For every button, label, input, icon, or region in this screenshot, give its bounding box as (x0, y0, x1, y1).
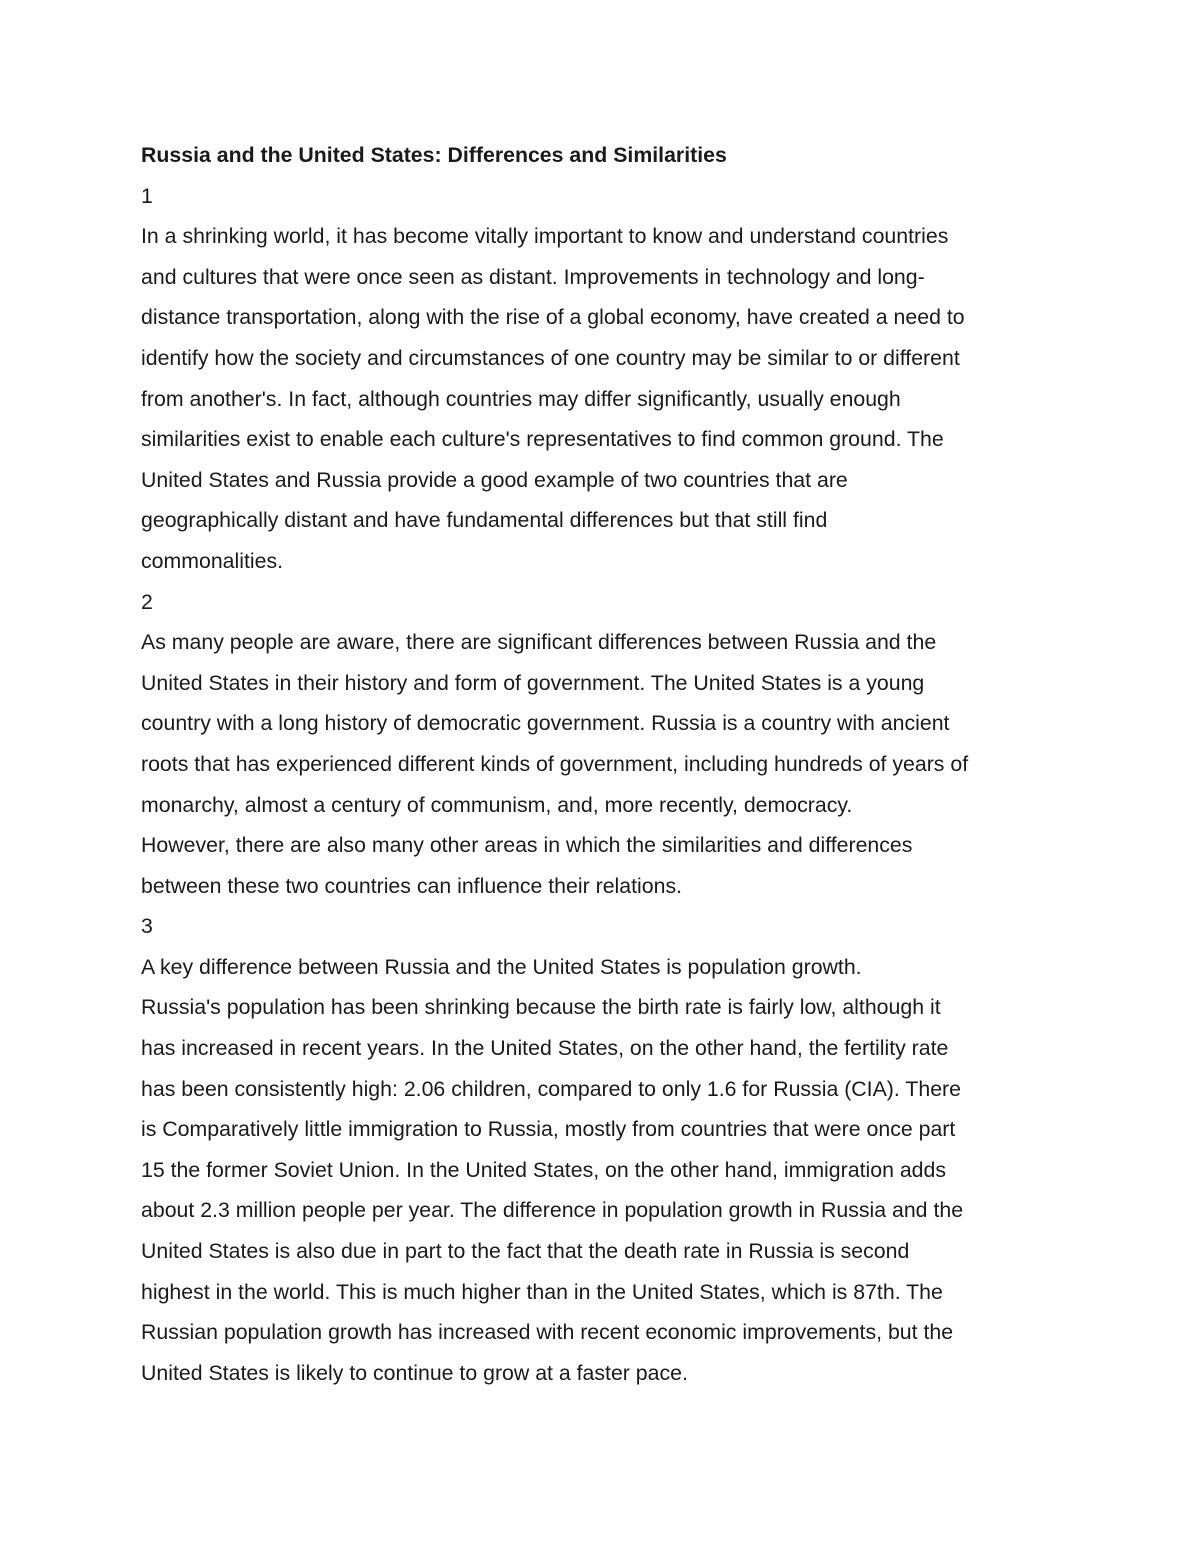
text-line: United States is also due in part to the fact that the death rate in Russia is second (141, 1239, 910, 1264)
text-line: 15 the former Soviet Union. In the United States, on the other hand, immigration adds (141, 1157, 947, 1182)
text-line: has increased in recent years. In the United States, on the other hand, the fertility rate (141, 1036, 949, 1061)
text-line: United States and Russia provide a good example of two countries that are (141, 467, 848, 492)
text-line: commonalities. (141, 548, 284, 573)
text-line: monarchy, almost a century of communism, and, more recently, democracy. (141, 792, 853, 817)
text-line: In a shrinking world, it has become vitally important to know and understand countries (141, 224, 949, 249)
text-line: about 2.3 million people per year. The difference in population growth in Russia and the (141, 1198, 964, 1223)
text-line: Russia's population has been shrinking because the birth rate is fairly low, although it (141, 995, 941, 1020)
section-2 (141, 582, 1071, 907)
text-line: geographically distant and have fundamental differences but that still find (141, 508, 828, 533)
text-line: However, there are also many other areas in which the similarities and differences (141, 833, 913, 858)
document-body (141, 135, 1071, 1393)
section-3 (141, 906, 1071, 1393)
text-line: United States in their history and form of government. The United States is a young (141, 670, 925, 695)
text-line: As many people are aware, there are significant differences between Russia and the (141, 630, 937, 655)
text-line: A key difference between Russia and the United States is population growth. (141, 954, 862, 979)
document-title: Russia and the United States: Differences and Similarities (141, 143, 727, 167)
section-1 (141, 176, 1071, 582)
text-line: roots that has experienced different kinds of government, including hundreds of years of (141, 751, 969, 776)
text-line: and cultures that were once seen as distant. Improvements in technology and long- (141, 264, 925, 289)
paragraph-number: 2 (141, 589, 153, 614)
text-line: highest in the world. This is much higher than in the United States, which is 87th. The (141, 1279, 943, 1304)
text-line: has been consistently high: 2.06 children, compared to only 1.6 for Russia (CIA). There (141, 1076, 961, 1101)
text-line: distance transportation, along with the rise of a global economy, have created a need to (141, 305, 965, 330)
text-line: similarities exist to enable each culture's representatives to find common ground. The (141, 427, 944, 452)
text-line: from another's. In fact, although countries may differ significantly, usually enough (141, 386, 901, 411)
paragraph-number: 3 (141, 914, 153, 939)
text-line: United States is likely to continue to grow at a faster pace. (141, 1360, 688, 1385)
text-line: between these two countries can influence their relations. (141, 873, 683, 898)
text-line: identify how the society and circumstances of one country may be similar to or different (141, 345, 960, 370)
text-line: is Comparatively little immigration to Russia, mostly from countries that were once part (141, 1117, 956, 1142)
text-line: Russian population growth has increased with recent economic improvements, but the (141, 1320, 954, 1345)
paragraph-number: 1 (141, 183, 153, 208)
text-line: country with a long history of democratic government. Russia is a country with ancient (141, 711, 950, 736)
